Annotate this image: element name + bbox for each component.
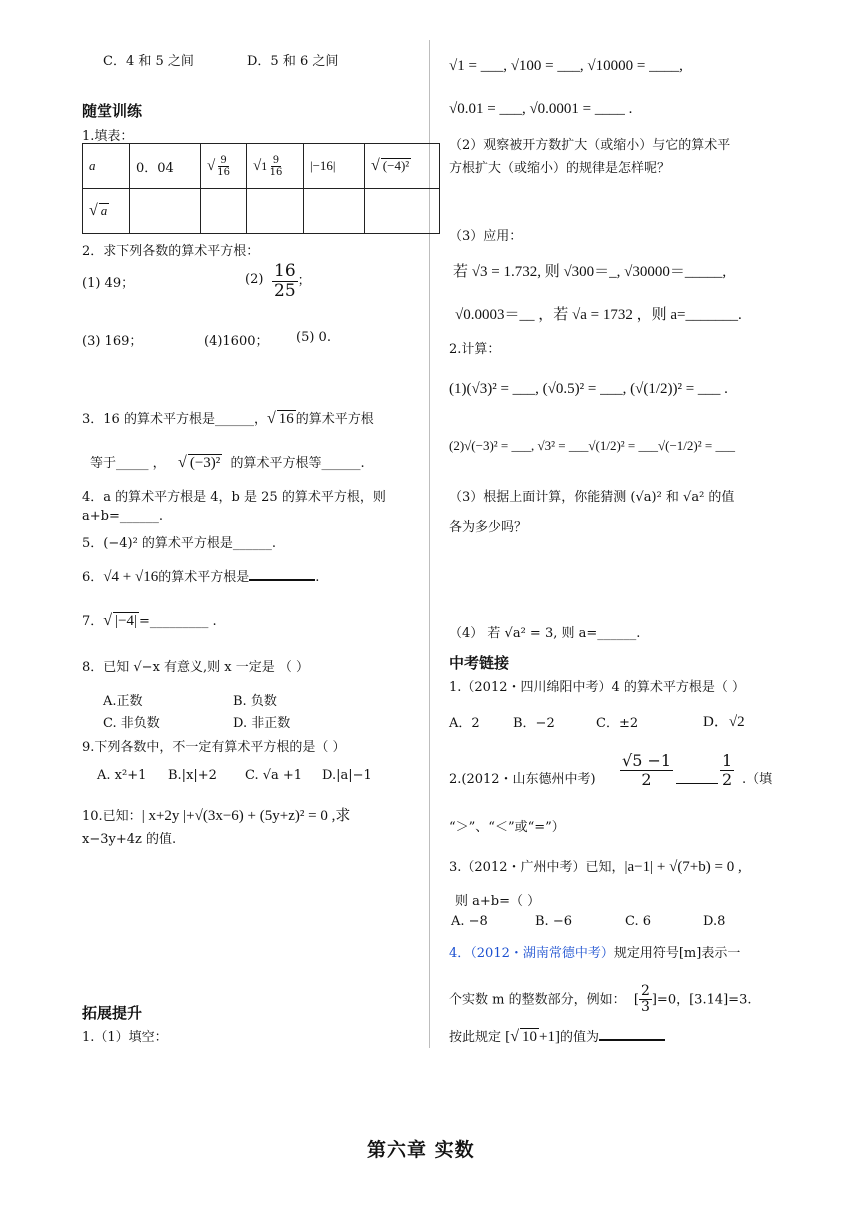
- exam-q4-line3: 按此规定 [√ 10 +1]的值为: [449, 1026, 665, 1046]
- calc-line-1: (1)(√3)² = ___, (√0.5)² = ___, (√(1/2))² = ___ .: [449, 381, 728, 397]
- q9-option-d[interactable]: D.|a|−1: [322, 768, 372, 783]
- calc-line-2: (2)√(−3)² = ___, √3² = ___√(1/2)² = ___√(−1/2)² = ___: [449, 438, 735, 453]
- q10-line1: 10.已知：| x+2y |+√(3x−6) + (5y+z)² = 0 ,求: [82, 808, 351, 824]
- exam-q3-line1: 3.（2012・广州中考）已知，|a−1| + √(7+b) = 0 ,: [449, 859, 742, 875]
- q2-fraction: $\frac{16}{25}$ ；: [274, 261, 311, 301]
- exam-q3-option-c[interactable]: C. 6: [625, 914, 652, 929]
- q2-item-2: (2): [245, 272, 264, 287]
- table-header-a: a: [83, 144, 130, 189]
- exam-q4-line2: 个实数 m 的整数部分，例如： [ $\frac{2}{3}$ ]=0，[3.14]=3.: [449, 983, 752, 1016]
- apply-line-2: √0.0003＝__ ，若 √a = 1732 ，则 a=_______.: [455, 307, 742, 323]
- table-answer-cell[interactable]: [304, 189, 365, 234]
- observe-line-1: （2）观察被开方数扩大（或缩小）与它的算术平: [449, 138, 731, 153]
- apply-line-1: 若 √3 = 1.732, 则 √300＝_, √30000＝_____,: [453, 264, 727, 280]
- exam-q2-frac-right: $\frac{1}{2}$: [722, 751, 733, 789]
- q9-option-a[interactable]: A. x²+1: [97, 768, 147, 783]
- exam-q1-option-d[interactable]: D．√2: [703, 714, 745, 730]
- exam-q2-blank[interactable]: [676, 770, 718, 788]
- exam-q2-frac-left: $\frac{√5 -1}{2}$: [622, 751, 672, 789]
- q8: 8．已知 √−x 有意义,则 x 一定是 （ ）: [82, 660, 310, 675]
- exam-q1-option-c[interactable]: C．±2: [596, 716, 639, 731]
- extend-q1-label: 1.（1）填空：: [82, 1030, 168, 1045]
- table-answer-cell[interactable]: [201, 189, 247, 234]
- exam-q2-line2: “＞”、“＜”或“=”）: [449, 820, 565, 835]
- q8-option-b[interactable]: B. 负数: [233, 694, 277, 709]
- fill-table: [82, 143, 440, 234]
- q3-line1: 3．16 的算术平方根是______，√ 16 的算术平方根: [82, 410, 374, 427]
- exam-q2-prefix: 2.(2012・山东德州中考): [449, 772, 596, 787]
- table-cell-sqrt-neg4-sq: √ (−4)²: [365, 144, 440, 189]
- q8-option-c[interactable]: C. 非负数: [103, 716, 160, 731]
- observe-line-2: 方根扩大（或缩小）的规律是怎样呢？: [449, 161, 671, 176]
- q3-line2: 等于_____ ， √ (−3)² 的算术平方根等______.: [90, 454, 365, 471]
- q2-item-1: (1) 49；: [82, 276, 135, 291]
- table-row2-label: √ a: [83, 189, 130, 234]
- q2-item-4: (4)1600；: [204, 334, 269, 349]
- chapter-title: 第六章 实数: [367, 1139, 475, 1161]
- q8-option-d[interactable]: D. 非正数: [233, 716, 291, 731]
- q1-label: 1.填表：: [82, 129, 134, 144]
- exam-q3-option-d[interactable]: D.8: [703, 914, 726, 929]
- q8-option-a[interactable]: A.正数: [103, 694, 143, 709]
- table-cell-sqrt-9-16: √ $\frac{9}{16}$: [201, 144, 247, 189]
- q9-option-b[interactable]: B.|x|+2: [168, 768, 217, 783]
- q2-label: 2．求下列各数的算术平方根：: [82, 244, 260, 259]
- top-choice-d: D．5 和 6 之间: [247, 54, 339, 69]
- exam-q1-option-a[interactable]: A．2: [449, 716, 480, 731]
- exam-q3-option-b[interactable]: B. −6: [535, 914, 572, 929]
- q5: 5．(−4)² 的算术平方根是______.: [82, 536, 277, 551]
- exam-q2-suffix: .（填: [742, 772, 773, 787]
- fill-line-2: √0.01 = ___, √0.0001 = ____ .: [449, 101, 633, 117]
- q9: 9.下列各数中，不一定有算术平方根的是（ ）: [82, 740, 346, 755]
- q2-item-3: (3) 169；: [82, 334, 143, 349]
- table-cell-004: 0．04: [130, 144, 201, 189]
- q4-line1: 4．a 的算术平方根是 4，b 是 25 的算术平方根，则: [82, 490, 386, 505]
- q2-item-5: (5) 0.: [296, 330, 331, 345]
- exam-q4-line1: 4．（2012・湖南常德中考）规定用符号[m]表示一: [449, 946, 741, 961]
- section-practice-heading: 随堂训练: [82, 102, 143, 120]
- table-answer-cell[interactable]: [365, 189, 440, 234]
- guess-line-1: （3）根据上面计算，你能猜测 (√a)² 和 √a² 的值: [449, 490, 735, 505]
- section-extend-heading: 拓展提升: [82, 1004, 143, 1022]
- table-answer-cell[interactable]: [247, 189, 304, 234]
- q4-line2: a+b=______.: [82, 509, 163, 524]
- section-exam-heading: 中考链接: [449, 654, 510, 672]
- q6: 6．√4 + √16的算术平方根是 .: [82, 566, 319, 586]
- exam-q1-option-b[interactable]: B．−2: [513, 716, 555, 731]
- table-answer-cell[interactable]: [130, 189, 201, 234]
- q4-if: （4） 若 √a² = 3, 则 a=______.: [449, 626, 641, 641]
- table-cell-abs-16: |−16|: [304, 144, 365, 189]
- exam-q1: 1.（2012・四川绵阳中考）4 的算术平方根是（ ）: [449, 680, 746, 695]
- fill-line-1: √1 = ___, √100 = ___, √10000 = ____,: [449, 58, 683, 74]
- top-choice-c: C．4 和 5 之间: [103, 54, 194, 69]
- q7: 7．√ |−4| =_________ .: [82, 612, 217, 629]
- q9-option-c[interactable]: C. √a +1: [245, 768, 303, 783]
- exam-q3-line2: 则 a+b=（ ）: [455, 894, 541, 909]
- apply-label: （3）应用：: [449, 229, 523, 244]
- calc-label: 2.计算：: [449, 342, 501, 357]
- q10-line2: x−3y+4z 的值.: [82, 832, 177, 847]
- table-cell-sqrt-1-9-16: √1 $\frac{9}{16}$: [247, 144, 304, 189]
- exam-q3-option-a[interactable]: A. −8: [451, 914, 488, 929]
- guess-line-2: 各为多少吗？: [449, 520, 528, 535]
